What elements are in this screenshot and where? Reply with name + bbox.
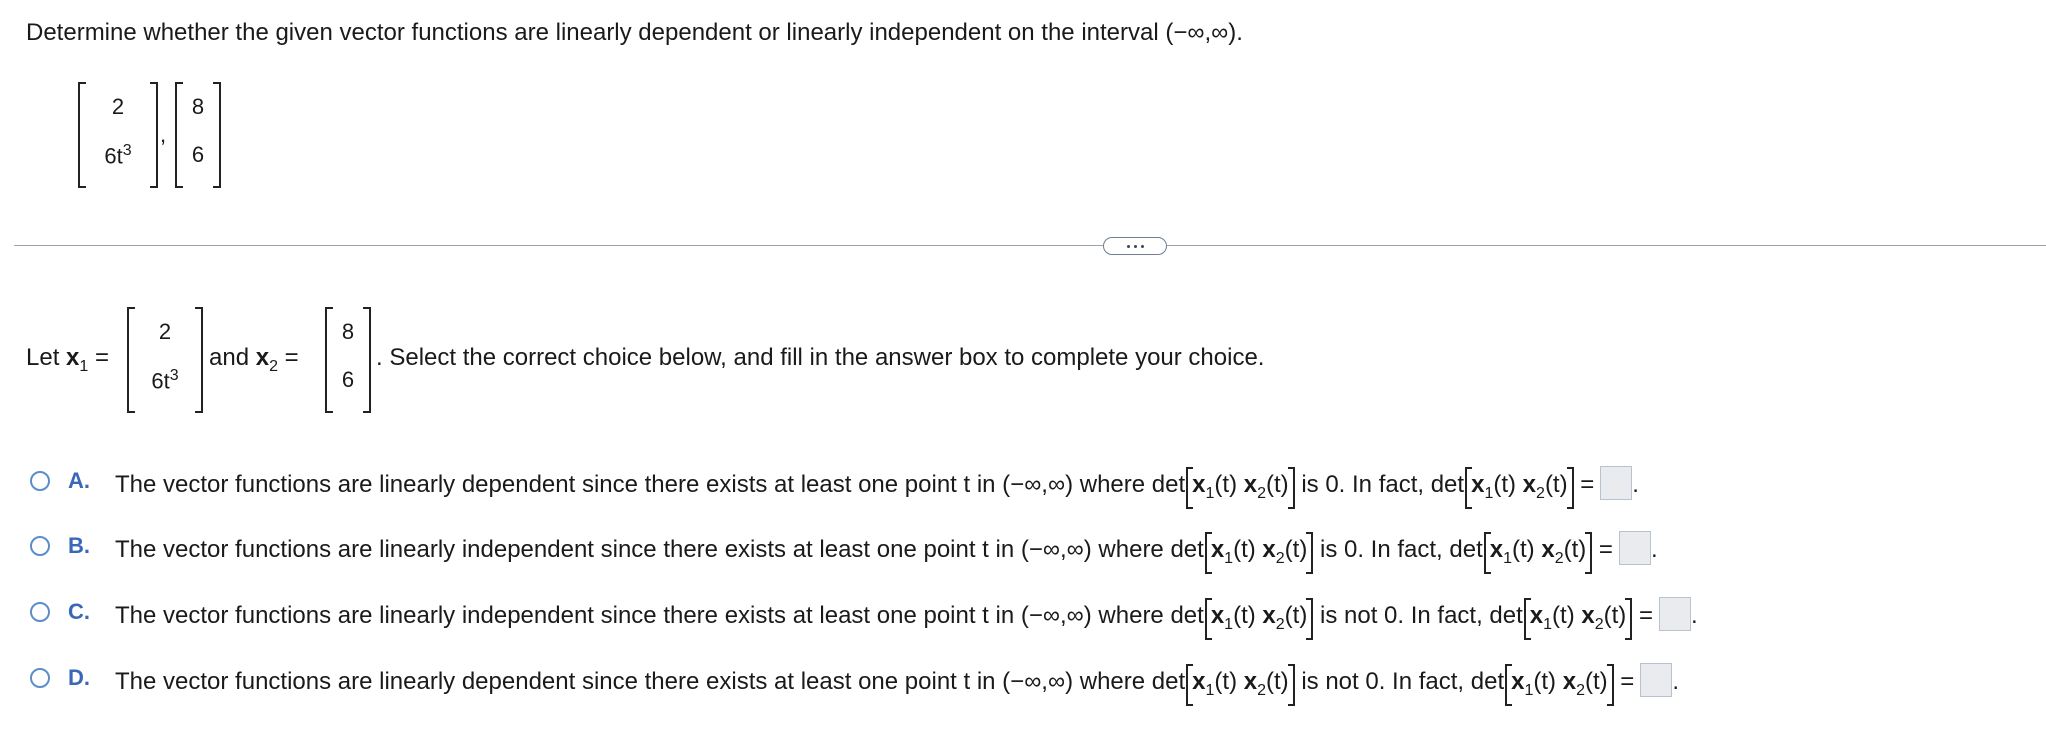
radio-button[interactable]	[30, 668, 50, 688]
choice-text: The vector functions are linearly dependent since there exists at least one point t in (−∞,∞) where $\det x_1(t)$ $x_2(t)$ is not 0. In fact, $\det x_1(t) x_2(t)$ = .	[115, 663, 1679, 700]
choice-text: The vector functions are linearly independent since there exists at least one point t in (−∞,∞) where $\det x_1(t)$ $x_2(t)$ is not 0. In fact, $\det x_1(t) x_2(t)$ = .	[115, 597, 1698, 634]
vector-1	[78, 84, 158, 186]
separator-line	[14, 245, 2046, 246]
x2-vector-top: 8	[341, 319, 355, 344]
and-x2-label: and $x_2$ =	[209, 344, 299, 375]
radio-button[interactable]	[30, 602, 50, 622]
choice-letter: D.	[68, 665, 90, 690]
choice-letter: A.	[68, 468, 90, 493]
answer-box[interactable]	[1619, 531, 1651, 565]
x1-vector-bottom: $6t^3$	[151, 367, 179, 394]
vector-2-top: 8	[191, 94, 205, 119]
choice-text: The vector functions are linearly independent since there exists at least one point t in (−∞,∞) where $\det x_1(t)$ $x_2(t)$ is 0. In fact, $\det x_1(t) x_2(t)$ = .	[115, 531, 1658, 568]
radio-button[interactable]	[30, 471, 50, 491]
radio-button[interactable]	[30, 536, 50, 556]
vector-1-bottom: $6t^3$	[104, 142, 132, 169]
answer-box[interactable]	[1600, 466, 1632, 500]
vector-2-bottom: 6	[191, 142, 205, 167]
answer-box[interactable]	[1659, 597, 1691, 631]
choice-text: The vector functions are linearly dependent since there exists at least one point t in (−∞,∞) where $\det x_1(t)$ $x_2(t)$ is 0. In fact, $\det x_1(t) x_2(t)$ = .	[115, 466, 1639, 503]
x2-vector	[325, 309, 371, 411]
instruction-text: . Select the correct choice below, and fill in the answer box to complete your choice.	[376, 344, 1265, 371]
vector-1-top: 2	[111, 94, 125, 119]
x1-vector-top: 2	[158, 319, 172, 344]
expand-more-button[interactable]	[1103, 237, 1167, 255]
let-x1-label: Let $x_1$ =	[26, 344, 109, 375]
x1-vector	[127, 309, 203, 411]
choice-letter: B.	[68, 533, 90, 558]
choice-letter: C.	[68, 599, 90, 624]
question-text: Determine whether the given vector functions are linearly dependent or linearly independent on the interval (−∞,∞).	[26, 19, 1243, 46]
x2-vector-bottom: 6	[341, 367, 355, 392]
vector-comma: ,	[160, 122, 167, 147]
answer-box[interactable]	[1640, 663, 1672, 697]
vector-2	[175, 84, 221, 186]
